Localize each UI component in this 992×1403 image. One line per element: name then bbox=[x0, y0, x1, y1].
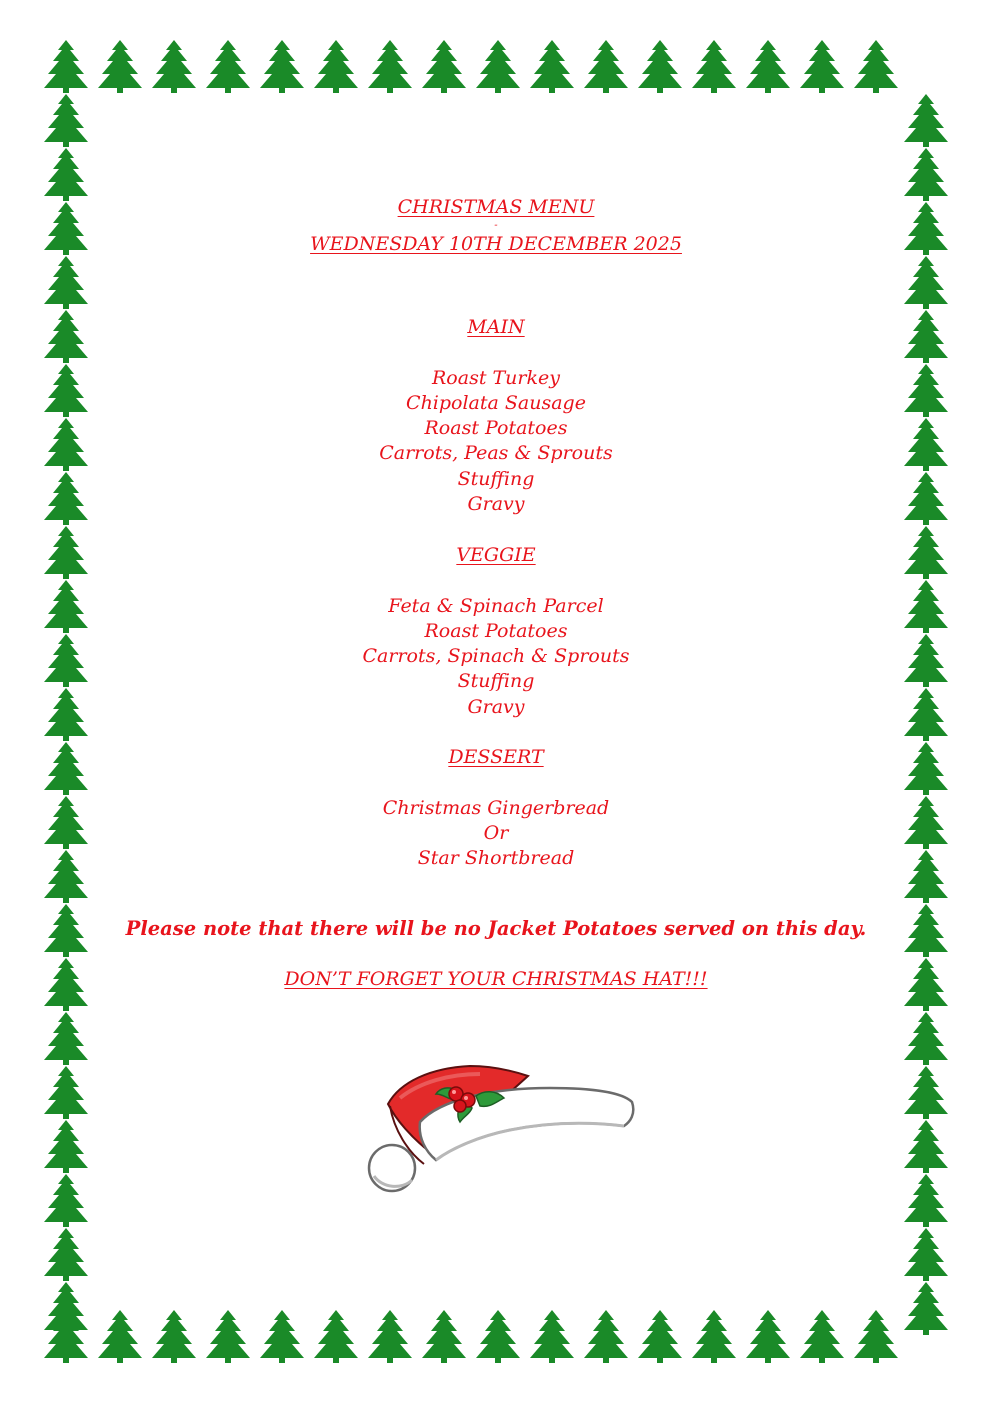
christmas-tree-icon bbox=[44, 1120, 88, 1173]
christmas-tree-icon bbox=[152, 1310, 196, 1363]
dessert-heading: DESSERT bbox=[448, 746, 544, 768]
christmas-tree-icon bbox=[800, 40, 844, 93]
menu-title: CHRISTMAS MENU bbox=[397, 196, 595, 218]
main-item: Carrots, Peas & Sprouts bbox=[379, 442, 613, 465]
christmas-tree-icon bbox=[638, 1310, 682, 1363]
christmas-tree-icon bbox=[422, 40, 466, 93]
dessert-section bbox=[0, 745, 992, 871]
christmas-tree-icon bbox=[638, 40, 682, 93]
christmas-tree-icon bbox=[904, 1120, 948, 1173]
christmas-tree-icon bbox=[98, 40, 142, 93]
christmas-tree-icon bbox=[530, 1310, 574, 1363]
main-item: Stuffing bbox=[457, 467, 535, 490]
veggie-item: Gravy bbox=[467, 695, 525, 718]
christmas-tree-icon bbox=[206, 40, 250, 93]
christmas-tree-icon bbox=[44, 256, 88, 309]
dessert-item: Christmas Gingerbread bbox=[382, 796, 610, 819]
veggie-item: Carrots, Spinach & Sprouts bbox=[362, 645, 630, 668]
santa-hat-icon bbox=[360, 1060, 640, 1195]
christmas-tree-icon bbox=[746, 1310, 790, 1363]
dessert-item: Star Shortbread bbox=[417, 847, 575, 870]
christmas-tree-icon bbox=[800, 1310, 844, 1363]
veggie-item: Feta & Spinach Parcel bbox=[388, 594, 604, 617]
main-section bbox=[0, 315, 992, 517]
christmas-tree-icon bbox=[476, 1310, 520, 1363]
main-heading: MAIN bbox=[467, 316, 525, 338]
christmas-tree-icon bbox=[44, 1066, 88, 1119]
title-separator: - bbox=[494, 220, 498, 232]
christmas-tree-icon bbox=[44, 1228, 88, 1281]
christmas-tree-icon bbox=[904, 1282, 948, 1335]
christmas-tree-icon bbox=[260, 1310, 304, 1363]
christmas-tree-icon bbox=[904, 256, 948, 309]
christmas-tree-icon bbox=[904, 148, 948, 201]
christmas-tree-icon bbox=[44, 94, 88, 147]
christmas-tree-icon bbox=[904, 1012, 948, 1065]
christmas-tree-icon bbox=[854, 40, 898, 93]
christmas-tree-icon bbox=[44, 1174, 88, 1227]
christmas-tree-icon bbox=[476, 40, 520, 93]
jacket-potato-note: Please note that there will be no Jacket Potatoes served on this day. bbox=[125, 917, 867, 940]
menu-header bbox=[0, 195, 992, 258]
christmas-tree-icon bbox=[44, 148, 88, 201]
christmas-tree-icon bbox=[314, 1310, 358, 1363]
christmas-tree-icon bbox=[44, 40, 88, 93]
christmas-tree-icon bbox=[904, 94, 948, 147]
christmas-tree-icon bbox=[368, 1310, 412, 1363]
main-item: Roast Potatoes bbox=[424, 417, 568, 440]
christmas-tree-icon bbox=[904, 1228, 948, 1281]
christmas-tree-icon bbox=[692, 1310, 736, 1363]
veggie-item: Stuffing bbox=[457, 670, 535, 693]
veggie-section bbox=[0, 543, 992, 720]
menu-date: WEDNESDAY 10TH DECEMBER 2025 bbox=[310, 233, 682, 256]
christmas-tree-icon bbox=[904, 1174, 948, 1227]
main-item: Chipolata Sausage bbox=[406, 391, 586, 414]
christmas-tree-icon bbox=[152, 40, 196, 93]
christmas-tree-icon bbox=[584, 40, 628, 93]
christmas-tree-icon bbox=[368, 40, 412, 93]
christmas-tree-icon bbox=[692, 40, 736, 93]
veggie-heading: VEGGIE bbox=[456, 544, 536, 566]
dessert-item: Or bbox=[483, 821, 509, 844]
christmas-tree-icon bbox=[584, 1310, 628, 1363]
main-item: Gravy bbox=[467, 493, 525, 516]
christmas-tree-icon bbox=[98, 1310, 142, 1363]
christmas-tree-icon bbox=[314, 40, 358, 93]
christmas-tree-icon bbox=[904, 1066, 948, 1119]
christmas-tree-icon bbox=[746, 40, 790, 93]
christmas-hat-reminder: DON’T FORGET YOUR CHRISTMAS HAT!!! bbox=[284, 968, 708, 990]
christmas-tree-icon bbox=[44, 1012, 88, 1065]
main-item: Roast Turkey bbox=[432, 366, 560, 389]
christmas-tree-icon bbox=[530, 40, 574, 93]
christmas-tree-icon bbox=[44, 1282, 88, 1335]
veggie-item: Roast Potatoes bbox=[424, 619, 568, 642]
christmas-tree-icon bbox=[260, 40, 304, 93]
christmas-tree-icon bbox=[206, 1310, 250, 1363]
christmas-tree-icon bbox=[854, 1310, 898, 1363]
christmas-tree-icon bbox=[422, 1310, 466, 1363]
